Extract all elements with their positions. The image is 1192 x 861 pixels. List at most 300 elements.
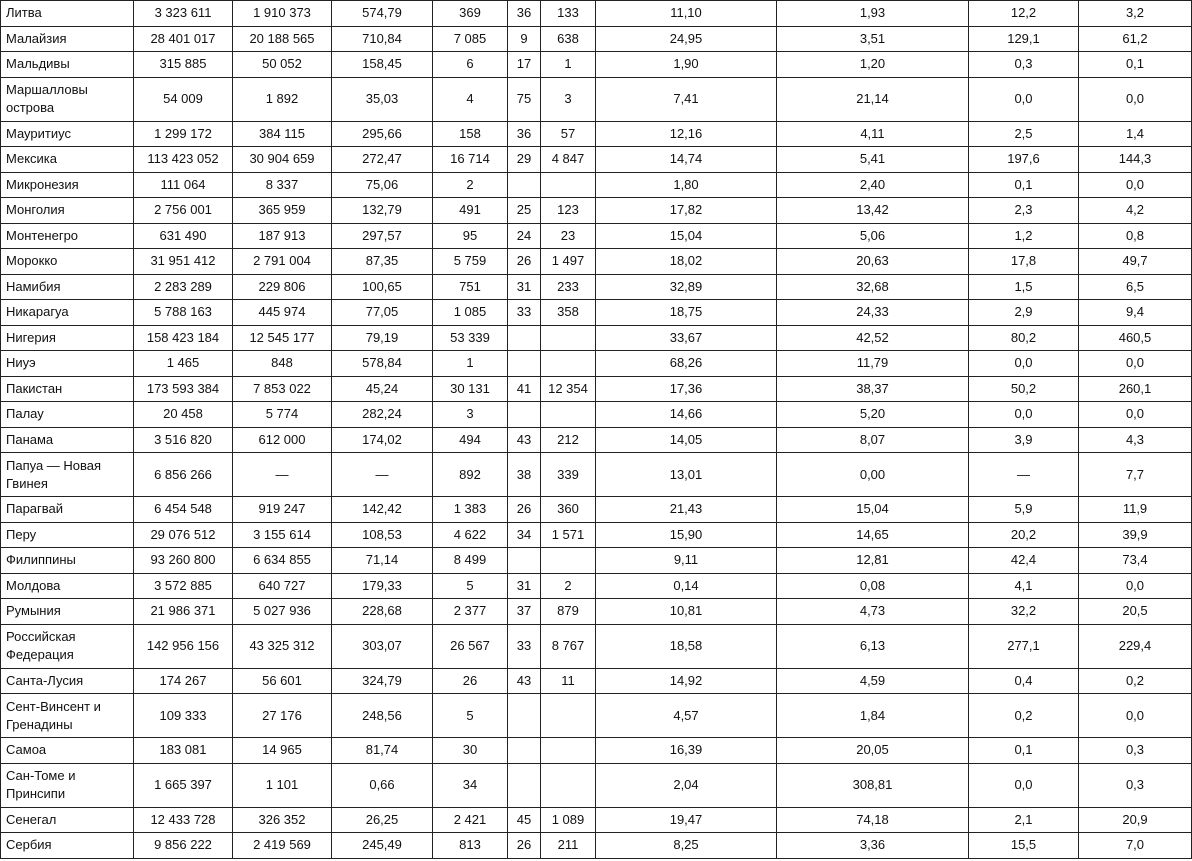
table-cell: 1,90 xyxy=(596,52,777,78)
table-cell: 0,0 xyxy=(1079,402,1192,428)
country-name-cell: Намибия xyxy=(1,274,134,300)
table-cell: 43 xyxy=(508,668,541,694)
table-cell: 113 423 052 xyxy=(134,147,233,173)
table-cell: 0,0 xyxy=(1079,351,1192,377)
table-cell: 2 xyxy=(433,172,508,198)
table-cell: 2 xyxy=(541,573,596,599)
table-cell: 17,82 xyxy=(596,198,777,224)
table-row xyxy=(1,172,1192,198)
table-cell: 11,10 xyxy=(596,1,777,27)
table-row xyxy=(1,52,1192,78)
table-cell: 212 xyxy=(541,427,596,453)
table-cell: 491 xyxy=(433,198,508,224)
table-cell: 39,9 xyxy=(1079,522,1192,548)
table-cell: — xyxy=(332,453,433,497)
table-cell xyxy=(541,738,596,764)
country-name-cell: Микронезия xyxy=(1,172,134,198)
table-cell: 0,2 xyxy=(969,694,1079,738)
country-name-cell: Перу xyxy=(1,522,134,548)
table-cell: 0,8 xyxy=(1079,223,1192,249)
table-cell: 0,0 xyxy=(969,763,1079,807)
table-cell: 4,11 xyxy=(777,121,969,147)
table-cell xyxy=(541,172,596,198)
table-cell: 158 xyxy=(433,121,508,147)
table-cell: 233 xyxy=(541,274,596,300)
table-cell: 80,2 xyxy=(969,325,1079,351)
table-cell: 1 085 xyxy=(433,300,508,326)
table-cell xyxy=(541,548,596,574)
table-cell: 35,03 xyxy=(332,77,433,121)
table-cell: 4 847 xyxy=(541,147,596,173)
table-cell: 32,2 xyxy=(969,599,1079,625)
table-cell: 34 xyxy=(433,763,508,807)
country-name-cell: Маршалловы острова xyxy=(1,77,134,121)
table-cell: — xyxy=(969,453,1079,497)
table-row xyxy=(1,77,1192,121)
table-cell: 2 377 xyxy=(433,599,508,625)
table-cell: 1 465 xyxy=(134,351,233,377)
table-cell: 81,74 xyxy=(332,738,433,764)
table-row xyxy=(1,223,1192,249)
table-cell: 5 xyxy=(433,573,508,599)
table-cell: 77,05 xyxy=(332,300,433,326)
table-cell: 24 xyxy=(508,223,541,249)
table-cell: 42,52 xyxy=(777,325,969,351)
country-name-cell: Сент-Винсент и Гренадины xyxy=(1,694,134,738)
table-cell: 100,65 xyxy=(332,274,433,300)
table-cell: 2,9 xyxy=(969,300,1079,326)
table-cell: 14,65 xyxy=(777,522,969,548)
table-cell: 0,0 xyxy=(1079,172,1192,198)
table-cell: 17 xyxy=(508,52,541,78)
table-cell: 79,19 xyxy=(332,325,433,351)
table-cell: 277,1 xyxy=(969,624,1079,668)
table-cell: 6 856 266 xyxy=(134,453,233,497)
table-row xyxy=(1,249,1192,275)
table-cell: 631 490 xyxy=(134,223,233,249)
table-cell: 29 xyxy=(508,147,541,173)
table-cell: 494 xyxy=(433,427,508,453)
table-cell: 2 756 001 xyxy=(134,198,233,224)
table-cell: 15,04 xyxy=(596,223,777,249)
table-cell: 158 423 184 xyxy=(134,325,233,351)
table-cell: 43 325 312 xyxy=(233,624,332,668)
table-cell: 71,14 xyxy=(332,548,433,574)
table-row xyxy=(1,351,1192,377)
table-cell: 29 076 512 xyxy=(134,522,233,548)
table-cell: 1 497 xyxy=(541,249,596,275)
table-cell: 919 247 xyxy=(233,497,332,523)
table-cell: 18,02 xyxy=(596,249,777,275)
table-cell: 32,68 xyxy=(777,274,969,300)
table-cell: 31 xyxy=(508,573,541,599)
table-cell: 260,1 xyxy=(1079,376,1192,402)
table-cell: 18,58 xyxy=(596,624,777,668)
table-cell: 369 xyxy=(433,1,508,27)
table-cell: 75,06 xyxy=(332,172,433,198)
table-cell: 73,4 xyxy=(1079,548,1192,574)
table-cell xyxy=(508,763,541,807)
table-cell xyxy=(541,763,596,807)
table-cell: 95 xyxy=(433,223,508,249)
table-cell: 1 910 373 xyxy=(233,1,332,27)
table-cell: 30 xyxy=(433,738,508,764)
table-cell: 108,53 xyxy=(332,522,433,548)
table-cell: 3 323 611 xyxy=(134,1,233,27)
country-name-cell: Панама xyxy=(1,427,134,453)
table-cell: 3 516 820 xyxy=(134,427,233,453)
table-cell: 32,89 xyxy=(596,274,777,300)
table-cell: 93 260 800 xyxy=(134,548,233,574)
table-cell: 638 xyxy=(541,26,596,52)
table-cell: 14,74 xyxy=(596,147,777,173)
table-cell: 50,2 xyxy=(969,376,1079,402)
table-cell: 173 593 384 xyxy=(134,376,233,402)
table-cell: 1,5 xyxy=(969,274,1079,300)
table-row xyxy=(1,427,1192,453)
table-row xyxy=(1,668,1192,694)
table-cell: 2,3 xyxy=(969,198,1079,224)
table-cell: 365 959 xyxy=(233,198,332,224)
table-cell: 0,0 xyxy=(1079,77,1192,121)
country-name-cell: Филиппины xyxy=(1,548,134,574)
table-cell: 282,24 xyxy=(332,402,433,428)
table-cell: 0,0 xyxy=(969,77,1079,121)
table-cell: 74,18 xyxy=(777,807,969,833)
table-cell: 16 714 xyxy=(433,147,508,173)
table-cell: 892 xyxy=(433,453,508,497)
table-cell: 36 xyxy=(508,1,541,27)
table-row xyxy=(1,198,1192,224)
table-cell: 17,8 xyxy=(969,249,1079,275)
country-name-cell: Мексика xyxy=(1,147,134,173)
country-name-cell: Мауритиус xyxy=(1,121,134,147)
table-cell: 0,1 xyxy=(969,738,1079,764)
table-cell: 197,6 xyxy=(969,147,1079,173)
country-name-cell: Парагвай xyxy=(1,497,134,523)
table-cell: 1,93 xyxy=(777,1,969,27)
table-cell: 142,42 xyxy=(332,497,433,523)
table-cell: 13,01 xyxy=(596,453,777,497)
table-cell: 4,57 xyxy=(596,694,777,738)
table-cell: 21,14 xyxy=(777,77,969,121)
table-cell: 49,7 xyxy=(1079,249,1192,275)
table-row xyxy=(1,147,1192,173)
table-row xyxy=(1,548,1192,574)
table-cell: 41 xyxy=(508,376,541,402)
table-cell: — xyxy=(233,453,332,497)
table-cell: 54 009 xyxy=(134,77,233,121)
country-name-cell: Российская Федерация xyxy=(1,624,134,668)
table-cell xyxy=(541,351,596,377)
country-name-cell: Нигерия xyxy=(1,325,134,351)
country-name-cell: Монтенегро xyxy=(1,223,134,249)
table-cell: 272,47 xyxy=(332,147,433,173)
table-cell: 11 xyxy=(541,668,596,694)
table-cell: 9,4 xyxy=(1079,300,1192,326)
table-cell: 228,68 xyxy=(332,599,433,625)
table-cell: 20,05 xyxy=(777,738,969,764)
table-cell xyxy=(508,402,541,428)
table-row xyxy=(1,738,1192,764)
country-name-cell: Никарагуа xyxy=(1,300,134,326)
table-cell: 8 337 xyxy=(233,172,332,198)
table-cell: 0,00 xyxy=(777,453,969,497)
table-cell xyxy=(508,694,541,738)
table-cell: 20,2 xyxy=(969,522,1079,548)
table-cell: 9,11 xyxy=(596,548,777,574)
table-cell: 3,36 xyxy=(777,833,969,859)
table-row xyxy=(1,573,1192,599)
table-cell: 15,90 xyxy=(596,522,777,548)
table-cell: 3 xyxy=(541,77,596,121)
table-cell: 3,9 xyxy=(969,427,1079,453)
table-cell: 7 085 xyxy=(433,26,508,52)
table-cell: 2 421 xyxy=(433,807,508,833)
table-cell: 31 951 412 xyxy=(134,249,233,275)
country-name-cell: Ниуэ xyxy=(1,351,134,377)
table-cell: 21,43 xyxy=(596,497,777,523)
table-cell: 360 xyxy=(541,497,596,523)
table-row xyxy=(1,1,1192,27)
table-cell: 3,51 xyxy=(777,26,969,52)
country-name-cell: Палау xyxy=(1,402,134,428)
table-cell: 129,1 xyxy=(969,26,1079,52)
table-cell: 2 791 004 xyxy=(233,249,332,275)
table-cell: 751 xyxy=(433,274,508,300)
table-cell: 303,07 xyxy=(332,624,433,668)
table-cell: 50 052 xyxy=(233,52,332,78)
table-cell: 4,3 xyxy=(1079,427,1192,453)
country-name-cell: Молдова xyxy=(1,573,134,599)
table-cell: 87,35 xyxy=(332,249,433,275)
country-name-cell: Сербия xyxy=(1,833,134,859)
table-cell: 14,92 xyxy=(596,668,777,694)
table-cell: 574,79 xyxy=(332,1,433,27)
table-row xyxy=(1,274,1192,300)
table-cell: 384 115 xyxy=(233,121,332,147)
table-cell: 38 xyxy=(508,453,541,497)
table-cell: 229,4 xyxy=(1079,624,1192,668)
table-cell: 1,4 xyxy=(1079,121,1192,147)
country-name-cell: Монголия xyxy=(1,198,134,224)
table-cell: 5 xyxy=(433,694,508,738)
table-cell: 132,79 xyxy=(332,198,433,224)
table-row xyxy=(1,402,1192,428)
table-cell xyxy=(508,351,541,377)
table-cell: 848 xyxy=(233,351,332,377)
table-cell: 640 727 xyxy=(233,573,332,599)
table-cell: 2 283 289 xyxy=(134,274,233,300)
table-cell: 1 665 397 xyxy=(134,763,233,807)
table-cell: 26 xyxy=(433,668,508,694)
table-cell: 5,41 xyxy=(777,147,969,173)
table-cell: 10,81 xyxy=(596,599,777,625)
table-cell xyxy=(508,738,541,764)
table-cell: 445 974 xyxy=(233,300,332,326)
table-cell: 710,84 xyxy=(332,26,433,52)
table-cell: 21 986 371 xyxy=(134,599,233,625)
table-cell: 12 354 xyxy=(541,376,596,402)
table-cell: 20 458 xyxy=(134,402,233,428)
table-cell: 0,0 xyxy=(969,402,1079,428)
country-name-cell: Сан-Томе и Принсипи xyxy=(1,763,134,807)
table-cell: 109 333 xyxy=(134,694,233,738)
table-cell: 158,45 xyxy=(332,52,433,78)
table-cell: 24,33 xyxy=(777,300,969,326)
table-cell: 12 545 177 xyxy=(233,325,332,351)
table-cell: 6 454 548 xyxy=(134,497,233,523)
table-cell: 9 856 222 xyxy=(134,833,233,859)
table-cell: 15,5 xyxy=(969,833,1079,859)
country-name-cell: Папуа — Новая Гвинея xyxy=(1,453,134,497)
table-cell: 9 xyxy=(508,26,541,52)
table-cell: 6 xyxy=(433,52,508,78)
table-cell: 123 xyxy=(541,198,596,224)
table-cell: 30 904 659 xyxy=(233,147,332,173)
table-row xyxy=(1,599,1192,625)
table-cell xyxy=(508,325,541,351)
table-row xyxy=(1,26,1192,52)
table-cell: 0,0 xyxy=(1079,573,1192,599)
table-cell: 245,49 xyxy=(332,833,433,859)
table-cell: 1,84 xyxy=(777,694,969,738)
table-cell: 36 xyxy=(508,121,541,147)
table-cell: 1 892 xyxy=(233,77,332,121)
table-cell: 15,04 xyxy=(777,497,969,523)
table-cell: 142 956 156 xyxy=(134,624,233,668)
table-cell: 3,2 xyxy=(1079,1,1192,27)
table-cell: 7,7 xyxy=(1079,453,1192,497)
table-cell: 75 xyxy=(508,77,541,121)
table-cell: 8 767 xyxy=(541,624,596,668)
table-cell: 18,75 xyxy=(596,300,777,326)
table-cell: 17,36 xyxy=(596,376,777,402)
table-cell: 7 853 022 xyxy=(233,376,332,402)
table-cell: 27 176 xyxy=(233,694,332,738)
table-cell: 20,9 xyxy=(1079,807,1192,833)
table-cell: 0,3 xyxy=(969,52,1079,78)
table-cell xyxy=(541,694,596,738)
table-cell: 297,57 xyxy=(332,223,433,249)
table-cell: 6,13 xyxy=(777,624,969,668)
table-cell: 174 267 xyxy=(134,668,233,694)
table-cell: 26 xyxy=(508,249,541,275)
table-cell: 53 339 xyxy=(433,325,508,351)
country-name-cell: Морокко xyxy=(1,249,134,275)
table-row xyxy=(1,453,1192,497)
table-cell: 7,0 xyxy=(1079,833,1192,859)
table-cell: 0,08 xyxy=(777,573,969,599)
table-cell: 12,2 xyxy=(969,1,1079,27)
table-cell: 358 xyxy=(541,300,596,326)
table-cell: 1 101 xyxy=(233,763,332,807)
table-cell: 12,81 xyxy=(777,548,969,574)
table-cell: 11,9 xyxy=(1079,497,1192,523)
table-cell: 3 155 614 xyxy=(233,522,332,548)
table-cell: 879 xyxy=(541,599,596,625)
table-cell: 5,9 xyxy=(969,497,1079,523)
table-cell: 43 xyxy=(508,427,541,453)
table-cell: 0,4 xyxy=(969,668,1079,694)
table-body xyxy=(1,1,1192,859)
table-cell: 31 xyxy=(508,274,541,300)
table-cell: 6,5 xyxy=(1079,274,1192,300)
table-cell: 20,63 xyxy=(777,249,969,275)
table-cell: 24,95 xyxy=(596,26,777,52)
table-cell: 0,1 xyxy=(969,172,1079,198)
table-cell: 0,0 xyxy=(969,351,1079,377)
table-cell: 20 188 565 xyxy=(233,26,332,52)
table-cell: 612 000 xyxy=(233,427,332,453)
table-cell: 14,66 xyxy=(596,402,777,428)
table-cell: 8,07 xyxy=(777,427,969,453)
table-cell: 1 xyxy=(541,52,596,78)
table-cell: 183 081 xyxy=(134,738,233,764)
table-cell: 5,20 xyxy=(777,402,969,428)
table-cell: 26,25 xyxy=(332,807,433,833)
table-cell: 179,33 xyxy=(332,573,433,599)
table-cell: 1 299 172 xyxy=(134,121,233,147)
table-cell: 4,1 xyxy=(969,573,1079,599)
table-cell: 578,84 xyxy=(332,351,433,377)
table-cell: 8 499 xyxy=(433,548,508,574)
table-cell: 23 xyxy=(541,223,596,249)
country-name-cell: Румыния xyxy=(1,599,134,625)
table-cell: 3 572 885 xyxy=(134,573,233,599)
table-cell: 174,02 xyxy=(332,427,433,453)
table-cell: 0,14 xyxy=(596,573,777,599)
table-cell: 5 027 936 xyxy=(233,599,332,625)
table-cell: 37 xyxy=(508,599,541,625)
table-cell: 813 xyxy=(433,833,508,859)
table-cell: 45,24 xyxy=(332,376,433,402)
table-cell: 2,5 xyxy=(969,121,1079,147)
table-cell: 1,20 xyxy=(777,52,969,78)
table-cell: 30 131 xyxy=(433,376,508,402)
table-cell: 187 913 xyxy=(233,223,332,249)
table-cell: 1 089 xyxy=(541,807,596,833)
table-cell: 7,41 xyxy=(596,77,777,121)
table-cell: 5 788 163 xyxy=(134,300,233,326)
table-cell: 33,67 xyxy=(596,325,777,351)
table-row xyxy=(1,694,1192,738)
table-cell: 326 352 xyxy=(233,807,332,833)
table-cell: 26 xyxy=(508,497,541,523)
table-cell: 2,04 xyxy=(596,763,777,807)
table-cell: 33 xyxy=(508,624,541,668)
table-cell: 4 xyxy=(433,77,508,121)
country-name-cell: Самоа xyxy=(1,738,134,764)
table-cell: 315 885 xyxy=(134,52,233,78)
table-row xyxy=(1,624,1192,668)
table-row xyxy=(1,497,1192,523)
table-cell: 0,3 xyxy=(1079,738,1192,764)
table-row xyxy=(1,325,1192,351)
table-cell: 4,73 xyxy=(777,599,969,625)
table-cell: 33 xyxy=(508,300,541,326)
table-cell: 460,5 xyxy=(1079,325,1192,351)
table-cell: 11,79 xyxy=(777,351,969,377)
table-cell: 1,80 xyxy=(596,172,777,198)
table-cell: 1 xyxy=(433,351,508,377)
table-cell: 2 419 569 xyxy=(233,833,332,859)
table-row xyxy=(1,121,1192,147)
table-cell: 0,1 xyxy=(1079,52,1192,78)
table-cell: 5,06 xyxy=(777,223,969,249)
table-cell: 5 759 xyxy=(433,249,508,275)
table-cell: 56 601 xyxy=(233,668,332,694)
